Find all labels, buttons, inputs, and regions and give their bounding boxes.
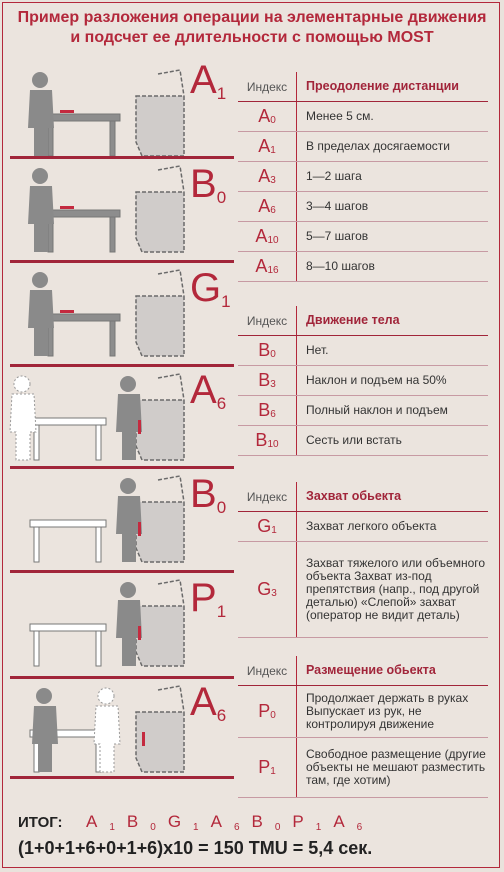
total-sequence-code: [292, 812, 321, 831]
row-index: [238, 252, 297, 281]
index-letter: A: [258, 106, 271, 126]
sequence-letter: A: [190, 680, 217, 724]
sequence-letter: A: [190, 368, 217, 412]
step-separator: [10, 364, 234, 367]
index-subscript: 3: [270, 379, 276, 390]
workpiece-mark: [60, 110, 74, 113]
row-description: 1—2 шага: [306, 169, 362, 183]
header-title: Движение тела: [306, 313, 400, 327]
step-illustration: [8, 370, 188, 464]
table-row: [238, 686, 488, 738]
total-sequence-code: [333, 812, 362, 831]
row-index: [238, 686, 297, 737]
machine-shape: [136, 580, 184, 666]
index-letter: P: [292, 812, 304, 831]
row-description: Сесть или встать: [306, 433, 402, 447]
machine-shape: [136, 70, 184, 156]
index-subscript: 1: [109, 822, 115, 833]
index-letter: B: [258, 340, 271, 360]
index-subscript: 6: [356, 822, 363, 833]
index-letter: B: [258, 400, 271, 420]
row-index: [238, 426, 297, 455]
sequence-subscript: 6: [216, 706, 227, 725]
step-illustration: [8, 162, 188, 256]
sequence-subscript: 1: [216, 84, 227, 103]
row-description: Менее 5 см.: [306, 109, 374, 123]
index-subscript: 10: [267, 235, 279, 246]
table-header-row: [238, 656, 488, 686]
table-row: [238, 222, 488, 252]
index-letter: B: [258, 370, 271, 390]
sequence-letter: G: [190, 266, 222, 310]
total-label: ИТОГ:: [18, 814, 63, 831]
index-letter: A: [258, 166, 271, 186]
table-row: [238, 542, 488, 638]
index-subscript: 1: [270, 145, 276, 156]
index-subscript: 6: [233, 822, 240, 833]
step-separator: [10, 260, 234, 263]
step-separator: [10, 676, 234, 679]
index-letter: A: [255, 256, 268, 276]
header-title: Захват обьекта: [306, 489, 402, 503]
step-illustration: [8, 266, 188, 360]
row-index: [238, 132, 297, 161]
workpiece-mark: [138, 522, 141, 536]
table-grasp: [238, 482, 488, 638]
row-description: Захват тяжелого или объемного объекта Захват из-под препятствия (напр., под другой деталью) «Слепой» захват (оператор не видит деталь): [306, 556, 486, 622]
workpiece-mark: [138, 626, 141, 640]
workpiece-mark: [142, 732, 145, 746]
index-letter: B: [255, 430, 268, 450]
table-row: [238, 132, 488, 162]
row-index: [238, 336, 297, 365]
table-row: [238, 102, 488, 132]
row-description: Полный наклон и подъем: [306, 403, 448, 417]
row-index: [238, 738, 297, 797]
step-separator: [10, 156, 234, 159]
index-subscript: 3: [271, 588, 277, 599]
header-title: Преодоление дистанции: [306, 79, 459, 93]
header-index: Индекс: [238, 656, 297, 685]
table-row: [238, 426, 488, 456]
row-description: 8—10 шагов: [306, 259, 375, 273]
sequence-code: [190, 268, 231, 316]
sequence-subscript: 0: [216, 498, 227, 517]
index-subscript: 0: [270, 115, 276, 126]
index-subscript: 6: [270, 409, 276, 420]
machine-shape: [136, 476, 184, 562]
table-row: [238, 366, 488, 396]
index-letter: A: [258, 196, 271, 216]
table-body: [238, 306, 488, 456]
step-separator: [10, 466, 234, 469]
index-letter: A: [258, 136, 271, 156]
index-letter: B: [126, 812, 139, 831]
workpiece-mark: [60, 206, 74, 209]
table-shape: [30, 624, 106, 666]
row-description: В пределах досягаемости: [306, 139, 450, 153]
table-row: [238, 336, 488, 366]
row-description: Нет.: [306, 343, 329, 357]
sequence-code: [190, 474, 226, 522]
row-description: 3—4 шагов: [306, 199, 369, 213]
table-shape: [44, 314, 120, 356]
total-formula: (1+0+1+6+0+1+6)x10 = 150 TMU = 5,4 сек.: [18, 838, 373, 858]
header-index: Индекс: [238, 482, 297, 511]
machine-shape: [136, 166, 184, 252]
sequence-subscript: 6: [216, 394, 227, 413]
sequence-code: [190, 164, 226, 212]
sequence-code: [190, 578, 226, 626]
total-sequence-code: [127, 812, 156, 831]
index-subscript: 1: [270, 766, 276, 777]
index-letter: P: [258, 701, 271, 721]
index-letter: G: [257, 516, 272, 536]
step-illustration: [8, 576, 188, 670]
index-letter: G: [167, 812, 182, 831]
index-letter: P: [258, 757, 271, 777]
row-description: Свободное размещение (другие объекты не мешают разместить там, где хотим): [306, 747, 486, 787]
row-index: [238, 102, 297, 131]
row-index: [238, 162, 297, 191]
total-sequence-code: [252, 812, 281, 831]
row-description: Продолжает держать в руках Выпускает из рук, не контролируя движение: [306, 691, 469, 731]
table-row: [238, 162, 488, 192]
table-header-row: [238, 306, 488, 336]
step-illustration: [8, 472, 188, 566]
total-sequence-code: [211, 812, 240, 831]
table-shape: [30, 418, 106, 460]
page-title: [0, 8, 504, 48]
step-separator: [10, 570, 234, 573]
row-description: Наклон и подъем на 50%: [306, 373, 447, 387]
sequence-subscript: 1: [221, 292, 231, 311]
sequence-subscript: 1: [216, 602, 227, 621]
row-index: [238, 396, 297, 425]
index-subscript: 0: [270, 349, 276, 360]
sequence-code: [190, 60, 226, 108]
table-row: [238, 512, 488, 542]
row-index: [238, 542, 297, 637]
sequence-code: [190, 370, 226, 418]
table-place: [238, 656, 488, 798]
table-shape: [44, 114, 120, 156]
index-subscript: 1: [315, 822, 322, 833]
table-row: [238, 252, 488, 282]
total-sequence-code: [168, 812, 199, 831]
row-index: [238, 366, 297, 395]
machine-shape: [136, 374, 184, 460]
index-letter: G: [257, 579, 272, 599]
sequence-letter: P: [190, 576, 217, 620]
index-subscript: 1: [271, 525, 277, 536]
index-letter: A: [86, 812, 98, 831]
workpiece-mark: [60, 310, 74, 313]
sequence-letter: B: [190, 472, 217, 516]
machine-shape: [136, 270, 184, 356]
title-line-2: и подсчет ее длительности с помощью MOST: [70, 29, 434, 46]
index-subscript: 10: [267, 439, 279, 450]
header-index: Индекс: [238, 306, 297, 335]
index-subscript: 3: [270, 175, 276, 186]
row-description: Захват легкого объекта: [306, 519, 437, 533]
step-separator: [10, 776, 234, 779]
row-description: 5—7 шагов: [306, 229, 369, 243]
step-illustration: [8, 682, 188, 776]
index-subscript: 16: [267, 265, 279, 276]
index-subscript: 1: [193, 822, 199, 833]
index-subscript: 0: [270, 710, 276, 721]
table-shape: [30, 520, 106, 562]
index-subscript: 0: [274, 822, 281, 833]
title-line-1: Пример разложения операции на элементарные движения: [17, 9, 487, 26]
sequence-subscript: 0: [216, 188, 227, 207]
machine-shape: [136, 686, 184, 772]
index-letter: A: [333, 812, 345, 831]
sequence-letter: A: [190, 58, 217, 102]
table-header-row: [238, 72, 488, 102]
previous-position-figure: [10, 376, 36, 460]
step-illustration: [8, 66, 188, 160]
workpiece-mark: [138, 420, 141, 434]
total-sequence: [86, 812, 374, 832]
table-header-row: [238, 482, 488, 512]
total-sequence-code: [86, 812, 115, 831]
table-row: [238, 396, 488, 426]
header-title: Размещение обьекта: [306, 663, 436, 677]
index-subscript: 6: [270, 205, 276, 216]
row-index: [238, 222, 297, 251]
header-index: Индекс: [238, 72, 297, 101]
table-row: [238, 738, 488, 798]
row-index: [238, 192, 297, 221]
row-index: [238, 512, 297, 541]
table-row: [238, 192, 488, 222]
table-distance: [238, 72, 488, 282]
table-shape: [44, 210, 120, 252]
index-letter: A: [210, 812, 222, 831]
sequence-letter: B: [190, 162, 217, 206]
index-letter: B: [251, 812, 263, 831]
sequence-code: [190, 682, 226, 730]
index-subscript: 0: [150, 822, 156, 833]
index-letter: A: [255, 226, 268, 246]
